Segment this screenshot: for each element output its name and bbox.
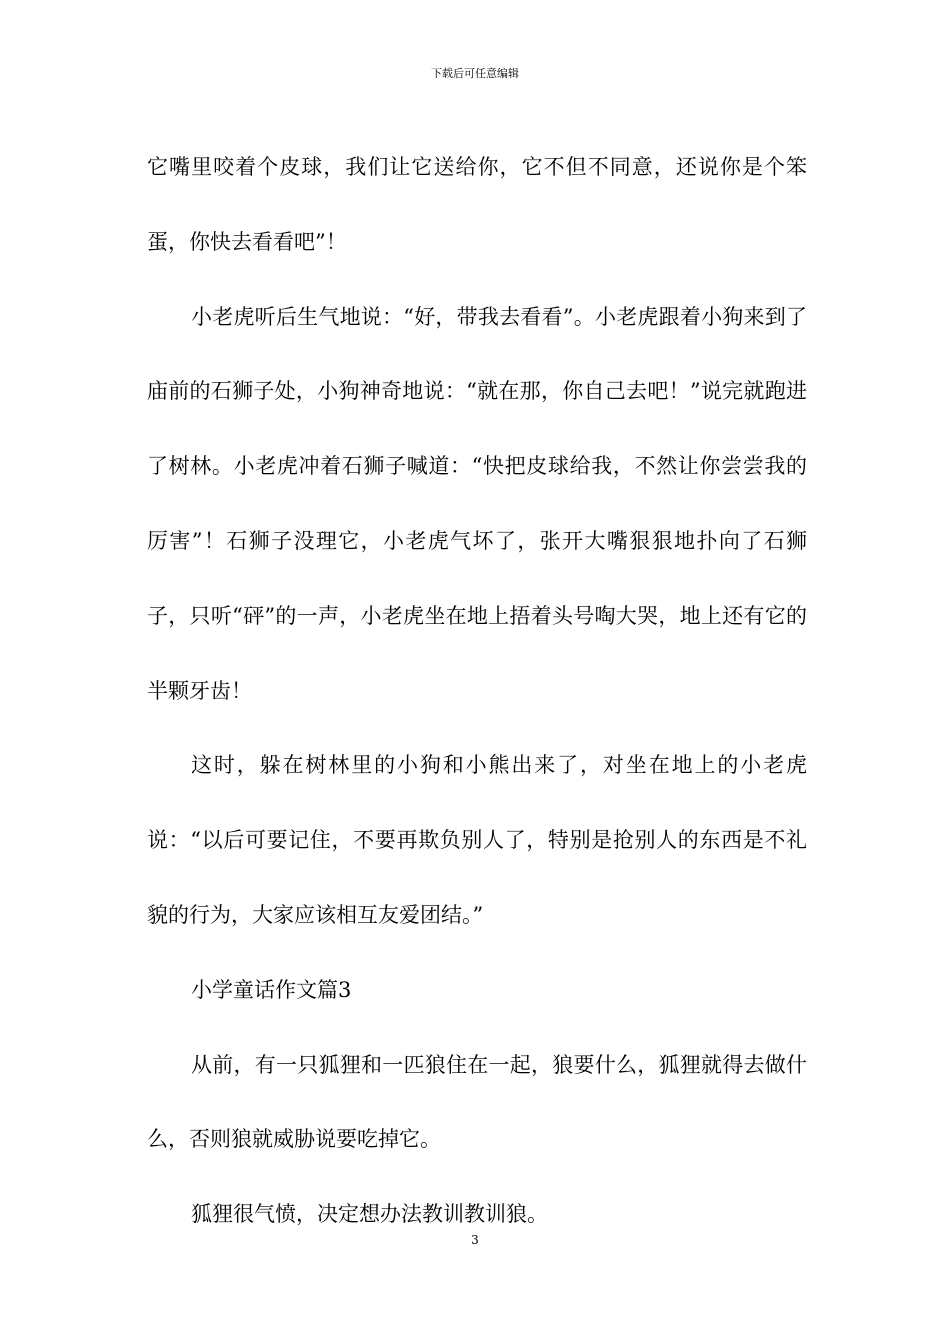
section-heading: 小学童话作文篇3 (191, 977, 352, 1002)
paragraph: 这时，躲在树林里的小狗和小熊出来了，对坐在地上的小老虎说：“以后可要记住，不要再欺负别人了，特别是抢别人的东西是不礼貌的行为，大家应该相互友爱团结。” (147, 753, 807, 927)
document-body (147, 130, 807, 1252)
paragraph-continued: 它嘴里咬着个皮球，我们让它送给你，它不但不同意，还说你是个笨蛋，你快去看看吧”！ (147, 155, 807, 254)
paragraph: 小老虎听后生气地说：“好，带我去看看”。小老虎跟着小狗来到了庙前的石狮子处，小狗神奇地说：“就在那，你自己去吧！”说完就跑进了树林。小老虎冲着石狮子喊道：“快把皮球给我，不然让你尝尝我的厉害”！石狮子没理它，小老虎气坏了，张开大嘴狠狠地扑向了石狮子，只听“砰”的一声，小老虎坐在地上捂着头号啕大哭，地上还有它的半颗牙齿！ (147, 304, 807, 703)
page-number: 3 (471, 1233, 479, 1247)
paragraph: 狐狸很气愤，决定想办法教训教训狼。 (191, 1202, 548, 1227)
paragraph: 从前，有一只狐狸和一匹狼住在一起，狼要什么，狐狸就得去做什么，否则狼就威胁说要吃掉它。 (147, 1052, 807, 1152)
page-header: 下载后可任意编辑 (431, 67, 519, 80)
